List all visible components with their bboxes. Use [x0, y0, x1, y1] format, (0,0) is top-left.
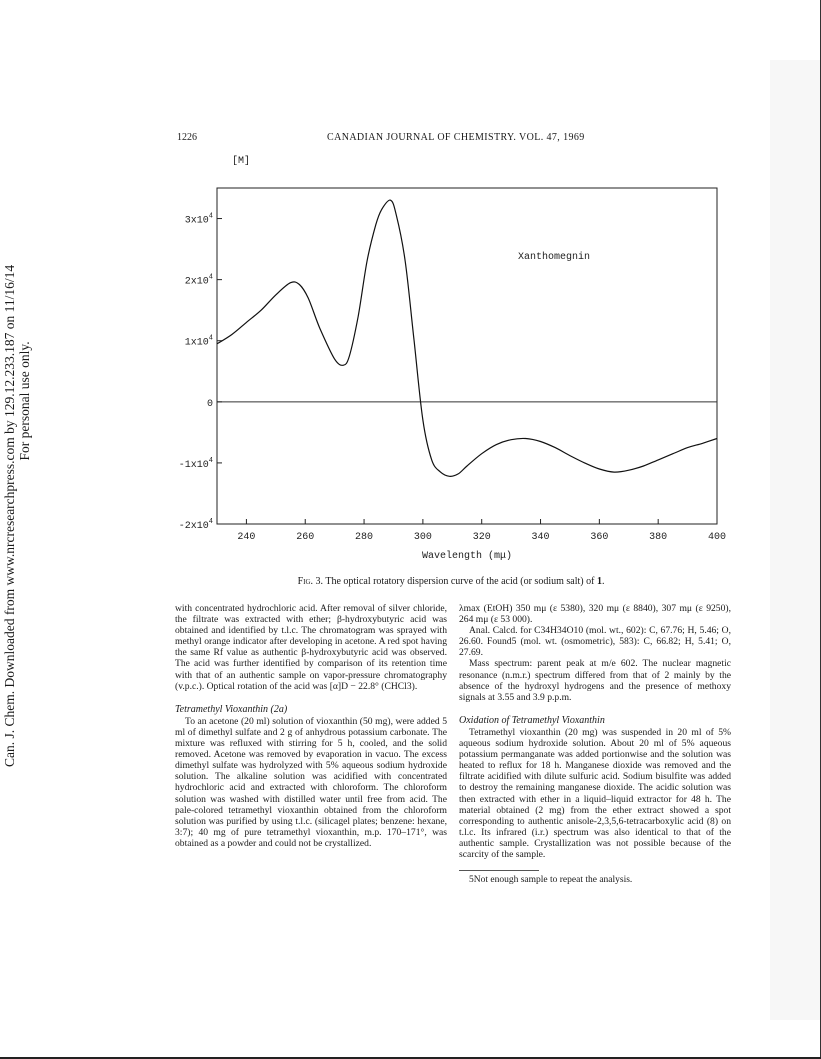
watermark-line-1: Can. J. Chem. Downloaded from www.nrcresearchpress.com by 129.12.233.187 on 11/16/14 [2, 264, 17, 767]
caption-compound: 1 [596, 576, 602, 587]
ord-curve [217, 200, 717, 476]
caption-period: . [601, 576, 605, 587]
journal-title: CANADIAN JOURNAL OF CHEMISTRY. VOL. 47, 1969 [327, 132, 585, 143]
watermark-line-2: For personal use only. [17, 341, 32, 461]
x-tick-label: 360 [590, 532, 609, 543]
x-tick-label: 380 [649, 532, 668, 543]
paragraph: Tetramethyl vioxanthin (20 mg) was suspended in 20 ml of 5% aqueous sodium hydroxide solution. About 20 ml of 5% aqueous potassium permanganate was added portionwise and the solution was heated to reflux for 18 h. Manganese dioxide was removed and the filtrate acidified with dilute sulfuric acid. Sodium bisulfite was added to destroy the remaining manganese dioxide. The acidic solution was then extracted with ether in a liquid–liquid extractor for 48 h. The material obtained (2 mg) from the ether extract showed a spot corresponding to authentic anisole-2,3,5,6-tetracarboxylic acid (8) on t.l.c. Its infrared (i.r.) spectrum was also identical to that of the authentic sample. Crystallization was not possible because of the scarcity of the sample. [459, 726, 731, 860]
paragraph: To an acetone (20 ml) solution of vioxanthin (50 mg), were added 5 ml of dimethyl sulfate and 2 g of anhydrous potassium carbonate. The mixture was refluxed with stirring for 5 h, cooled, and the solid removed. Acetone was removed by evaporation in vacuo. The excess dimethyl sulfate was hydrolyzed with 5% aqueous sodium hydroxide solution. The alkaline solution was acidified with concentrated hydrochloric acid and extracted with chloroform. The chloroform solution was washed with distilled water until free from acid. The pale-colored tetramethyl vioxanthin obtained from the chloroform solution was purified by using t.l.c. (silicagel plates; benzene: hexane, 3:7); 40 mg of pure tetramethyl vioxanthin, m.p. 170–171°, was obtained as a powder and could not be crystallized. [175, 715, 447, 849]
ord-chart [160, 150, 760, 580]
x-tick-label: 340 [531, 532, 550, 543]
section-heading: Oxidation of Tetramethyl Vioxanthin [459, 714, 605, 726]
uv-data: λmax (EtOH) 350 mμ (ε 5380), 320 mμ (ε 8840), 307 mμ (ε 9250), 264 mμ (ε 53 000). [459, 603, 731, 626]
y-tick-label: $1x10^4$ [184, 334, 213, 349]
x-tick-label: 320 [472, 532, 491, 543]
adjacent-page-shadow [770, 60, 820, 1020]
x-tick-label: 400 [707, 532, 727, 543]
y-axis-label: [M] [232, 156, 251, 167]
paragraph: Mass spectrum: parent peak at m/e 602. The nuclear magnetic resonance (n.m.r.) spectrum differed from that of 2 mainly by the absence of the hydroxyl hydrogens and the presence of methoxy signals at 3.55 and 3.9 p.p.m. [459, 658, 731, 703]
x-axis-label: Wavelength (mμ) [421, 551, 513, 562]
running-head [177, 132, 725, 148]
y-tick-label: $-2x10^4$ [178, 518, 213, 532]
section-heading: Tetramethyl Vioxanthin (2a) [175, 703, 288, 715]
x-tick-label: 280 [355, 532, 374, 543]
page-number: 1226 [177, 132, 197, 143]
footnote: 5Not enough sample to repeat the analysis. [469, 875, 633, 886]
x-tick-label: 260 [296, 532, 315, 543]
analysis-data: Anal. Calcd. for C34H34O10 (mol. wt., 602): C, 67.76; H, 5.46; O, 26.60. Found5 (mol. wt. (osmometric), 583): C, 66.82; H, 5.41; O, 27.69. [459, 625, 731, 659]
figure-caption [177, 576, 725, 587]
caption-label: Fig. 3. [297, 576, 324, 587]
x-tick-label: 240 [237, 532, 256, 543]
y-tick-label: $-1x10^4$ [178, 456, 213, 471]
caption-text: The optical rotatory dispersion curve of the acid (or sodium salt) of [325, 576, 595, 587]
curve-annotation: Xanthomegnin [518, 252, 591, 263]
y-tick-label: 0 [206, 398, 213, 410]
download-watermark [0, 0, 30, 1059]
y-tick-label: $2x10^4$ [184, 273, 213, 288]
left-column [175, 603, 447, 849]
y-tick-label: $3x10^4$ [184, 212, 213, 227]
footnote-rule [459, 870, 539, 871]
plot-frame [217, 188, 717, 524]
x-tick-label: 300 [413, 532, 432, 543]
ord-figure [160, 150, 760, 580]
right-column [459, 603, 731, 886]
paragraph: with concentrated hydrochloric acid. After removal of silver chloride, the filtrate was extracted with ether; β-hydroxybutyric acid was obtained and identified by t.l.c. The chromatogram was sprayed with methyl orange indicator after developing in acetone. A red spot having the same Rf value as authentic β-hydroxybutyric acid was observed. The acid was further identified by comparison of its retention time with that of an authentic sample on vapor-pressure chromatography (v.p.c.). Optical rotation of the acid was [α]D − 22.8° (CHCl3). [175, 603, 447, 692]
